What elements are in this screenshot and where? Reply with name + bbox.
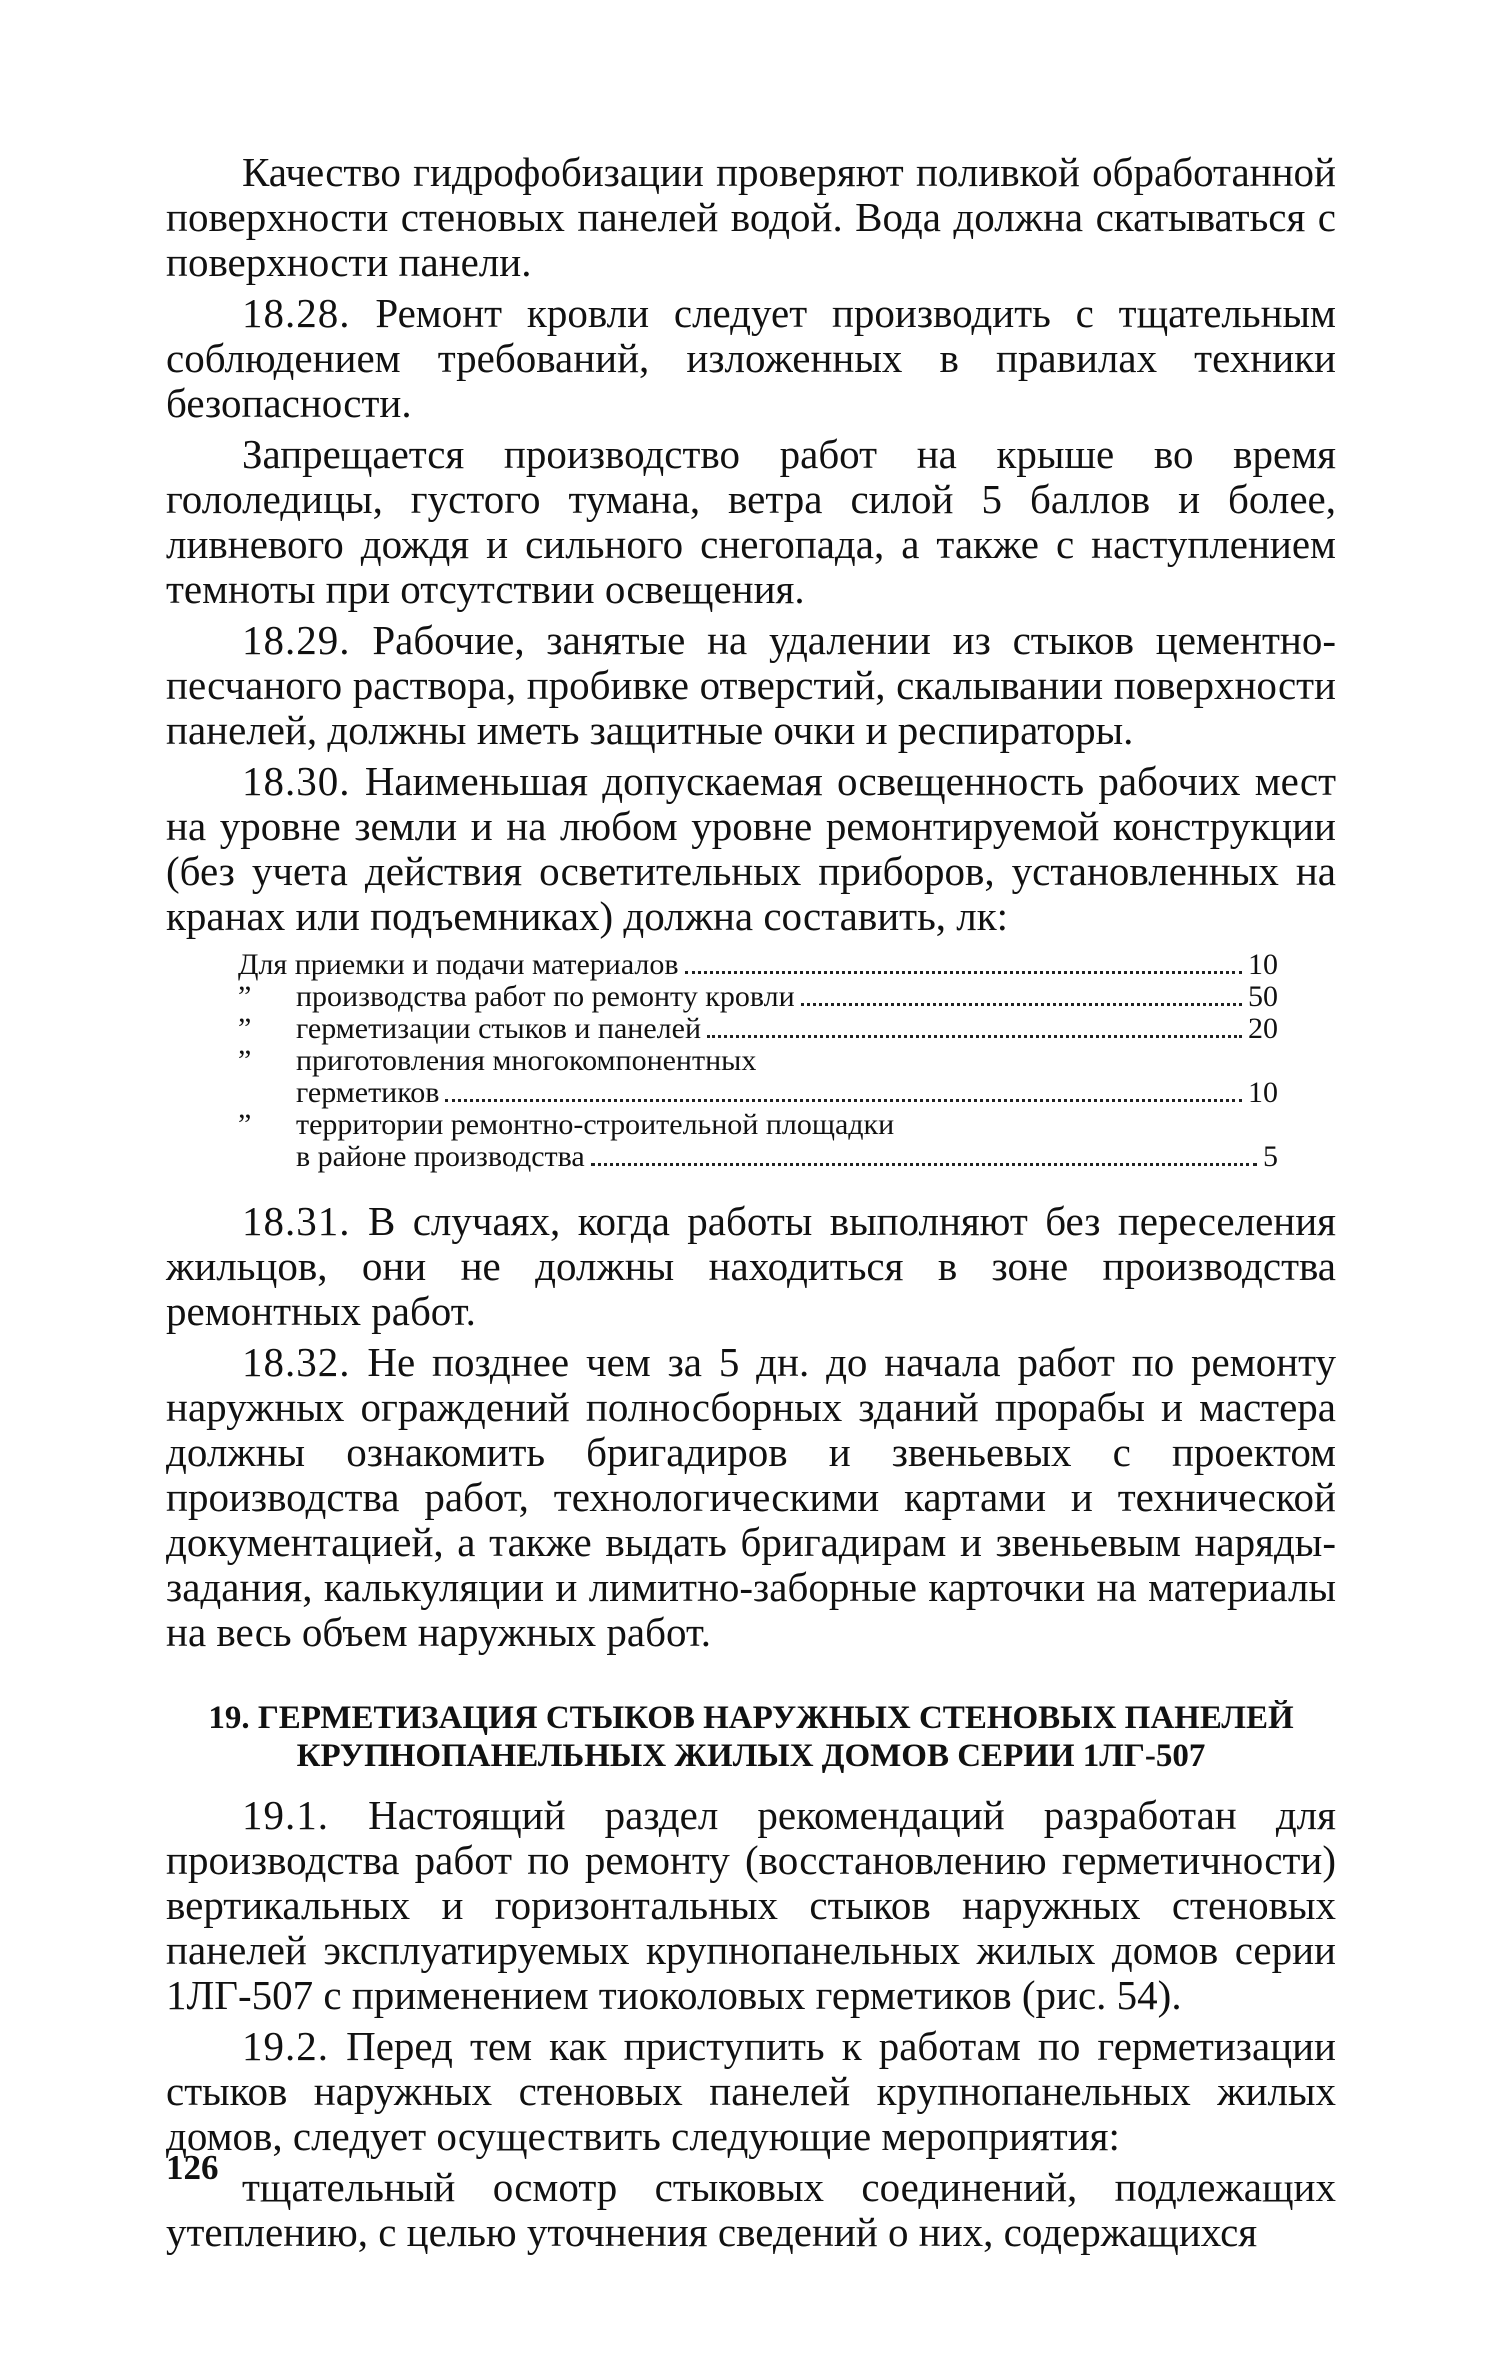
paragraph-19-1 — [166, 1793, 1336, 2018]
list-item-value: 5 — [1263, 1140, 1278, 1173]
ditto-mark: ” — [238, 1108, 252, 1141]
paragraph-19-2 — [166, 2024, 1336, 2159]
clause-number: 18.31. — [242, 1198, 351, 1244]
clause-text: Ремонт кровли следует производить с тщательным соблюдением требований, изложенных в правилах техники безопасности. — [166, 290, 1337, 426]
text-column — [166, 150, 1336, 2255]
list-item — [238, 1045, 1278, 1077]
section-heading-line: 19. ГЕРМЕТИЗАЦИЯ СТЫКОВ НАРУЖНЫХ СТЕНОВЫХ ПАНЕЛЕЙ — [208, 1700, 1294, 1736]
paragraph-roof-prohibition: Запрещается производство работ на крыше во время гололедицы, густого тумана, ветра силой 5 баллов и более, ливневого дождя и сильного снегопада, а также с наступлением темноты при отсутствии освещения. — [166, 431, 1336, 612]
list-item-label: герметиков — [296, 1076, 440, 1109]
list-item-value: 10 — [1248, 1076, 1278, 1109]
clause-number: 19.2. — [242, 2023, 329, 2069]
clause-text: Не позднее чем за 5 дн. до начала работ по ремонту наружных ограждений полносборных зданий прорабы и мастера должны ознакомить бригадиров и звеньевых с проектом производства работ, технологическими картами и технической документацией, а также выдать бригадирам и звеньевым наряды-задания, калькуляции и лимитно-заборные карточки на материалы на весь объем наружных работ. — [166, 1339, 1337, 1655]
clause-number: 18.28. — [242, 290, 351, 336]
dot-leader — [707, 1035, 1242, 1038]
clause-number: 18.29. — [242, 617, 351, 663]
list-item — [238, 949, 1278, 981]
list-item-label: Для приемки и подачи материалов — [238, 948, 679, 981]
list-item-label: герметизации стыков и панелей — [296, 1012, 701, 1045]
list-item-value: 10 — [1248, 948, 1278, 981]
ditto-mark: ” — [238, 1044, 252, 1077]
paragraph-18-28 — [166, 291, 1336, 426]
clause-text: Настоящий раздел рекомендаций разработан для производства работ по ремонту (восстановлению герметичности) вертикальных и горизонтальных стыков наружных стеновых панелей эксплуатируемых крупнопанельных жилых домов серии 1ЛГ-507 с применением тиоколовых герметиков (рис. 54). — [166, 1792, 1336, 2018]
paragraph-inspection: тщательный осмотр стыковых соединений, подлежащих утеплению, с целью уточнения сведений о них, содержащихся — [166, 2164, 1336, 2255]
dot-leader — [685, 971, 1242, 974]
list-item — [238, 1013, 1278, 1045]
list-item-value: 20 — [1248, 1012, 1278, 1045]
clause-text: Наименьшая допускаемая освещенность рабочих мест на уровне земли и на любом уровне ремонтируемой конструкции (без учета действия осветительных приборов, установленных на кранах или подъемниках) должна составить, лк: — [166, 758, 1336, 939]
clause-text: В случаях, когда работы выполняют без переселения жильцов, они не должны находиться в зоне производства ремонтных работ. — [166, 1198, 1337, 1334]
list-item-continuation — [238, 1141, 1278, 1173]
list-item-label: приготовления многокомпонентных — [296, 1044, 757, 1077]
dot-leader — [801, 1003, 1242, 1006]
list-item-label: территории ремонтно-строительной площадки — [296, 1108, 895, 1141]
clause-number: 18.30. — [242, 758, 351, 804]
paragraph-18-29 — [166, 618, 1336, 753]
page-number: 126 — [166, 2148, 219, 2187]
dot-leader — [591, 1163, 1257, 1166]
paragraph-hydrophobization: Качество гидрофобизации проверяют поливкой обработанной поверхности стеновых панелей водой. Вода должна скатываться с поверхности панели. — [166, 149, 1336, 285]
list-item — [238, 981, 1278, 1013]
list-item-value: 50 — [1248, 980, 1278, 1013]
list-item-label: в районе производства — [296, 1140, 585, 1173]
ditto-mark: ” — [238, 980, 252, 1013]
list-item — [238, 1109, 1278, 1141]
ditto-mark: ” — [238, 1012, 252, 1045]
section-heading-line: КРУПНОПАНЕЛЬНЫХ ЖИЛЫХ ДОМОВ СЕРИИ 1ЛГ-507 — [296, 1738, 1206, 1774]
clause-number: 19.1. — [242, 1792, 329, 1838]
paragraph-18-30 — [166, 759, 1336, 939]
clause-number: 18.32. — [242, 1339, 351, 1385]
list-item-continuation — [238, 1077, 1278, 1109]
paragraph-18-32 — [166, 1340, 1336, 1655]
list-item-label: производства работ по ремонту кровли — [296, 980, 795, 1013]
illumination-list — [238, 949, 1278, 1173]
paragraph-18-31 — [166, 1199, 1336, 1334]
clause-text: Рабочие, занятые на удалении из стыков цементно-песчаного раствора, пробивке отверстий, скалывании поверхности панелей, должны иметь защитные очки и респираторы. — [166, 617, 1336, 753]
section-heading — [166, 1699, 1336, 1775]
dot-leader — [445, 1099, 1242, 1102]
clause-text: Перед тем как приступить к работам по герметизации стыков наружных стеновых панелей крупнопанельных жилых домов, следует осуществить следующие мероприятия: — [166, 2023, 1336, 2159]
